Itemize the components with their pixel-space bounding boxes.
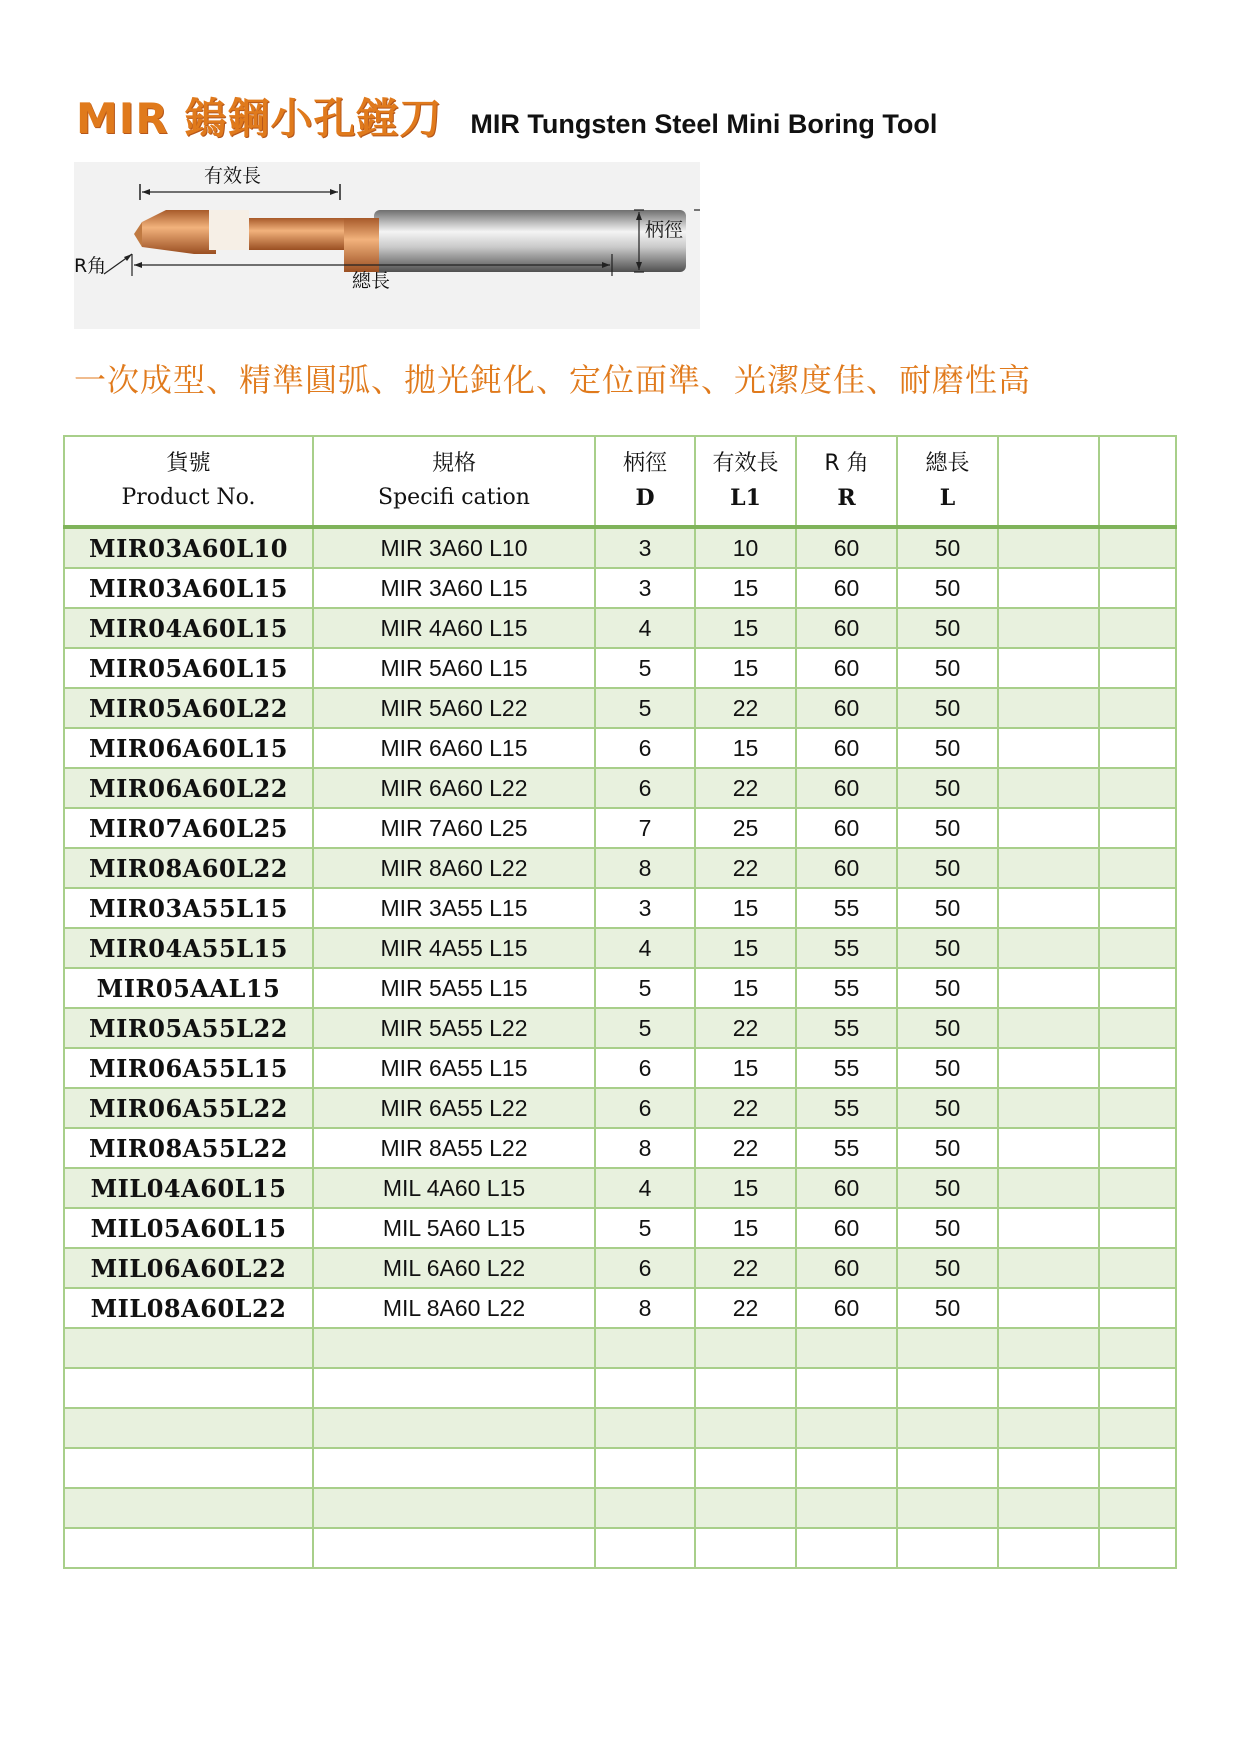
cell-shank-diameter [595,1328,695,1368]
cell-specification: MIR 4A60 L15 [313,608,595,648]
table-row [64,1328,1176,1368]
cell-blank-1 [998,768,1099,808]
cell-shank-diameter: 6 [595,728,695,768]
cell-blank-1 [998,1048,1099,1088]
feature-list: 一次成型、精準圓弧、拋光鈍化、定位面準、光潔度佳、耐磨性高 [74,361,1032,399]
cell-total-length [897,1448,998,1488]
cell-shank-diameter: 5 [595,1208,695,1248]
cell-blank-2 [1099,1408,1176,1448]
cell-blank-1 [998,728,1099,768]
cell-shank-diameter [595,1528,695,1568]
cell-effective-length [695,1328,796,1368]
cell-product-no [64,1528,313,1568]
cell-blank-1 [998,848,1099,888]
cell-blank-1 [998,1528,1099,1568]
cell-blank-2 [1099,1288,1176,1328]
header-shank-diameter-en: D [635,485,655,511]
header-specification-cn: 規格 [431,451,476,476]
cell-product-no: MIL05A60L15 [64,1208,313,1248]
cell-r-angle: 60 [796,648,897,688]
cell-effective-length: 22 [695,768,796,808]
table-row [64,688,1176,728]
cell-blank-1 [998,888,1099,928]
cell-blank-2 [1099,768,1176,808]
cell-r-angle [796,1368,897,1408]
cell-blank-2 [1099,968,1176,1008]
cell-effective-length: 15 [695,728,796,768]
cell-product-no [64,1368,313,1408]
cell-product-no: MIR04A55L15 [64,928,313,968]
table-header-row [64,436,1176,527]
cell-effective-length: 10 [695,527,796,568]
cell-specification: MIL 5A60 L15 [313,1208,595,1248]
cell-total-length [897,1368,998,1408]
cell-blank-1 [998,1168,1099,1208]
cell-blank-2 [1099,1448,1176,1488]
cell-product-no [64,1328,313,1368]
cell-r-angle: 60 [796,688,897,728]
table-row [64,728,1176,768]
cell-blank-1 [998,608,1099,648]
cell-specification: MIR 5A55 L22 [313,1008,595,1048]
cell-product-no: MIR05AAL15 [64,968,313,1008]
header-r-angle-en: R [837,485,856,511]
cell-shank-diameter [595,1448,695,1488]
cell-shank-diameter: 3 [595,568,695,608]
header-effective-length [695,436,796,527]
table-row [64,1368,1176,1408]
cell-product-no: MIR06A55L15 [64,1048,313,1088]
cell-blank-2 [1099,928,1176,968]
cell-blank-2 [1099,648,1176,688]
cell-blank-1 [998,928,1099,968]
cell-specification [313,1448,595,1488]
header-total-length [897,436,998,527]
cell-specification: MIR 3A55 L15 [313,888,595,928]
cell-total-length [897,1528,998,1568]
cell-blank-2 [1099,848,1176,888]
cell-r-angle: 60 [796,608,897,648]
cell-shank-diameter: 6 [595,1248,695,1288]
table-row [64,1488,1176,1528]
cell-blank-1 [998,808,1099,848]
cell-product-no: MIR05A60L22 [64,688,313,728]
cell-product-no: MIL08A60L22 [64,1288,313,1328]
cell-blank-2 [1099,568,1176,608]
cell-shank-diameter: 3 [595,527,695,568]
cell-specification: MIR 3A60 L15 [313,568,595,608]
cell-total-length: 50 [897,808,998,848]
cell-r-angle: 55 [796,888,897,928]
cell-effective-length [695,1488,796,1528]
cell-specification [313,1488,595,1528]
cell-blank-2 [1099,608,1176,648]
cell-r-angle: 60 [796,1248,897,1288]
cell-product-no: MIR03A60L10 [64,527,313,568]
table-row [64,1528,1176,1568]
cell-total-length: 50 [897,968,998,1008]
cell-effective-length: 15 [695,1208,796,1248]
cell-blank-2 [1099,1008,1176,1048]
cell-specification: MIL 6A60 L22 [313,1248,595,1288]
cell-blank-1 [998,1128,1099,1168]
table-row [64,527,1176,568]
cell-shank-diameter: 4 [595,608,695,648]
table-row [64,1248,1176,1288]
cell-blank-1 [998,1248,1099,1288]
cell-blank-2 [1099,527,1176,568]
table-row [64,1408,1176,1448]
cell-specification: MIR 5A60 L15 [313,648,595,688]
cell-effective-length: 15 [695,608,796,648]
cell-shank-diameter: 4 [595,928,695,968]
cell-total-length [897,1328,998,1368]
cell-shank-diameter: 8 [595,1288,695,1328]
cell-product-no: MIR07A60L25 [64,808,313,848]
table-row [64,1168,1176,1208]
cell-blank-2 [1099,1528,1176,1568]
cell-specification: MIR 5A55 L15 [313,968,595,1008]
table-row [64,1448,1176,1488]
header-blank-2 [1099,436,1176,527]
cell-shank-diameter: 6 [595,768,695,808]
cell-effective-length: 22 [695,1288,796,1328]
cell-specification [313,1528,595,1568]
cell-blank-2 [1099,1488,1176,1528]
header-effective-length-cn: 有效長 [712,451,779,476]
cell-r-angle: 55 [796,968,897,1008]
cell-r-angle: 60 [796,728,897,768]
cell-shank-diameter: 5 [595,968,695,1008]
header-shank-diameter [595,436,695,527]
diagram-total-length-label: 總長 [352,270,391,292]
table-row [64,808,1176,848]
header-r-angle [796,436,897,527]
cell-total-length: 50 [897,1208,998,1248]
cell-blank-1 [998,968,1099,1008]
cell-total-length: 50 [897,1168,998,1208]
cell-blank-1 [998,568,1099,608]
cell-total-length: 50 [897,768,998,808]
cell-product-no [64,1408,313,1448]
header-specification-en: Specifi cation [378,485,530,510]
cell-effective-length: 22 [695,1128,796,1168]
cell-r-angle: 60 [796,568,897,608]
header-r-angle-cn: R 角 [824,451,869,476]
cell-effective-length: 22 [695,688,796,728]
cell-r-angle: 60 [796,1168,897,1208]
table-row [64,1208,1176,1248]
cell-blank-1 [998,688,1099,728]
cell-blank-2 [1099,728,1176,768]
cell-blank-1 [998,1088,1099,1128]
cell-r-angle: 60 [796,768,897,808]
cell-shank-diameter: 8 [595,848,695,888]
cell-shank-diameter: 5 [595,648,695,688]
cell-blank-2 [1099,1088,1176,1128]
header-blank-1 [998,436,1099,527]
cell-effective-length: 15 [695,568,796,608]
cell-effective-length: 15 [695,648,796,688]
cell-product-no [64,1448,313,1488]
cell-blank-2 [1099,808,1176,848]
cell-total-length: 50 [897,888,998,928]
cell-blank-1 [998,1448,1099,1488]
cell-specification [313,1408,595,1448]
table-body [64,527,1176,1568]
cell-blank-2 [1099,1048,1176,1088]
cell-product-no: MIR04A60L15 [64,608,313,648]
cell-total-length [897,1488,998,1528]
cell-specification: MIR 6A55 L15 [313,1048,595,1088]
cell-specification: MIR 8A60 L22 [313,848,595,888]
cell-specification: MIR 6A55 L22 [313,1088,595,1128]
table-row [64,928,1176,968]
table-row [64,968,1176,1008]
cell-total-length: 50 [897,648,998,688]
cell-product-no [64,1488,313,1528]
diagram-shank-diameter-label: 柄徑 [645,219,684,241]
cell-total-length: 50 [897,688,998,728]
cell-shank-diameter [595,1368,695,1408]
cell-effective-length: 22 [695,1008,796,1048]
cell-blank-2 [1099,1208,1176,1248]
cell-blank-1 [998,1008,1099,1048]
cell-r-angle: 55 [796,1048,897,1088]
cell-effective-length: 22 [695,1248,796,1288]
cell-shank-diameter [595,1408,695,1448]
table-row [64,848,1176,888]
cell-shank-diameter: 8 [595,1128,695,1168]
header-specification [313,436,595,527]
header-product-no [64,436,313,527]
cell-blank-2 [1099,888,1176,928]
cell-total-length: 50 [897,527,998,568]
cell-total-length: 50 [897,608,998,648]
cell-total-length: 50 [897,848,998,888]
cell-blank-2 [1099,1248,1176,1288]
cell-total-length: 50 [897,928,998,968]
cell-shank-diameter: 4 [595,1168,695,1208]
cell-product-no: MIR06A55L22 [64,1088,313,1128]
table-row [64,1128,1176,1168]
cell-r-angle: 55 [796,1128,897,1168]
cell-r-angle: 60 [796,808,897,848]
title-main: MIR 鎢鋼小孔鏜刀 [76,94,443,143]
cell-specification: MIR 3A60 L10 [313,527,595,568]
cell-blank-1 [998,1408,1099,1448]
table-row [64,1008,1176,1048]
cell-shank-diameter: 5 [595,688,695,728]
cell-shank-diameter: 6 [595,1048,695,1088]
page-title [76,86,938,143]
cell-product-no: MIR08A60L22 [64,848,313,888]
cell-shank-diameter: 7 [595,808,695,848]
cell-specification: MIL 4A60 L15 [313,1168,595,1208]
diagram-effective-length-label: 有效長 [204,165,262,187]
cell-r-angle: 60 [796,848,897,888]
header-shank-diameter-cn: 柄徑 [622,451,667,476]
table-row [64,608,1176,648]
cell-blank-2 [1099,1328,1176,1368]
cell-shank-diameter: 3 [595,888,695,928]
cell-blank-1 [998,1488,1099,1528]
cell-effective-length: 25 [695,808,796,848]
cell-blank-1 [998,1288,1099,1328]
cell-effective-length: 15 [695,968,796,1008]
cell-total-length: 50 [897,728,998,768]
cell-product-no: MIR05A55L22 [64,1008,313,1048]
cell-specification [313,1328,595,1368]
cell-effective-length: 15 [695,888,796,928]
header-total-length-en: L [939,485,956,511]
cell-effective-length: 22 [695,848,796,888]
header-total-length-cn: 總長 [925,451,970,476]
cell-blank-1 [998,1208,1099,1248]
header-product-no-cn: 貨號 [166,451,211,476]
cell-r-angle: 55 [796,928,897,968]
cell-specification: MIL 8A60 L22 [313,1288,595,1328]
spec-table [63,435,1177,1569]
table-row [64,648,1176,688]
cell-total-length: 50 [897,1008,998,1048]
cell-shank-diameter: 6 [595,1088,695,1128]
cell-specification: MIR 6A60 L22 [313,768,595,808]
cell-effective-length: 15 [695,1168,796,1208]
cell-blank-2 [1099,688,1176,728]
cell-blank-1 [998,1368,1099,1408]
cell-blank-2 [1099,1128,1176,1168]
cell-product-no: MIL04A60L15 [64,1168,313,1208]
cell-effective-length: 15 [695,1048,796,1088]
cell-effective-length: 22 [695,1088,796,1128]
cell-blank-1 [998,1328,1099,1368]
cell-effective-length [695,1408,796,1448]
cell-specification [313,1368,595,1408]
cell-r-angle [796,1488,897,1528]
table-row [64,1088,1176,1128]
cell-r-angle [796,1528,897,1568]
cell-r-angle [796,1448,897,1488]
cell-total-length: 50 [897,1128,998,1168]
diagram-r-angle-label: R角 [74,255,107,277]
cell-blank-1 [998,527,1099,568]
cell-total-length: 50 [897,1088,998,1128]
header-product-no-en: Product No. [121,485,256,510]
cell-r-angle: 60 [796,1288,897,1328]
cell-total-length: 50 [897,1248,998,1288]
cell-blank-2 [1099,1368,1176,1408]
tool-diagram-image [74,162,700,329]
cell-shank-diameter [595,1488,695,1528]
title-subtitle: MIR Tungsten Steel Mini Boring Tool [470,109,938,139]
cell-effective-length [695,1448,796,1488]
cell-effective-length [695,1528,796,1568]
cell-effective-length [695,1368,796,1408]
table-row [64,768,1176,808]
cell-blank-1 [998,648,1099,688]
cell-product-no: MIR06A60L15 [64,728,313,768]
table-row [64,568,1176,608]
cell-specification: MIR 5A60 L22 [313,688,595,728]
cell-r-angle [796,1328,897,1368]
cell-specification: MIR 7A60 L25 [313,808,595,848]
cell-specification: MIR 8A55 L22 [313,1128,595,1168]
cell-total-length: 50 [897,1288,998,1328]
cell-shank-diameter: 5 [595,1008,695,1048]
cell-product-no: MIR03A60L15 [64,568,313,608]
cell-total-length [897,1408,998,1448]
cell-specification: MIR 4A55 L15 [313,928,595,968]
cell-product-no: MIL06A60L22 [64,1248,313,1288]
cell-product-no: MIR06A60L22 [64,768,313,808]
table-row [64,1288,1176,1328]
tool-diagram [74,162,700,329]
cell-product-no: MIR05A60L15 [64,648,313,688]
cell-total-length: 50 [897,1048,998,1088]
table-row [64,888,1176,928]
cell-r-angle [796,1408,897,1448]
cell-r-angle: 60 [796,1208,897,1248]
cell-product-no: MIR08A55L22 [64,1128,313,1168]
cell-total-length: 50 [897,568,998,608]
cell-blank-2 [1099,1168,1176,1208]
cell-r-angle: 60 [796,527,897,568]
cell-product-no: MIR03A55L15 [64,888,313,928]
cell-r-angle: 55 [796,1008,897,1048]
cell-effective-length: 15 [695,928,796,968]
cell-r-angle: 55 [796,1088,897,1128]
cell-specification: MIR 6A60 L15 [313,728,595,768]
header-effective-length-en: L1 [730,485,761,511]
table-row [64,1048,1176,1088]
